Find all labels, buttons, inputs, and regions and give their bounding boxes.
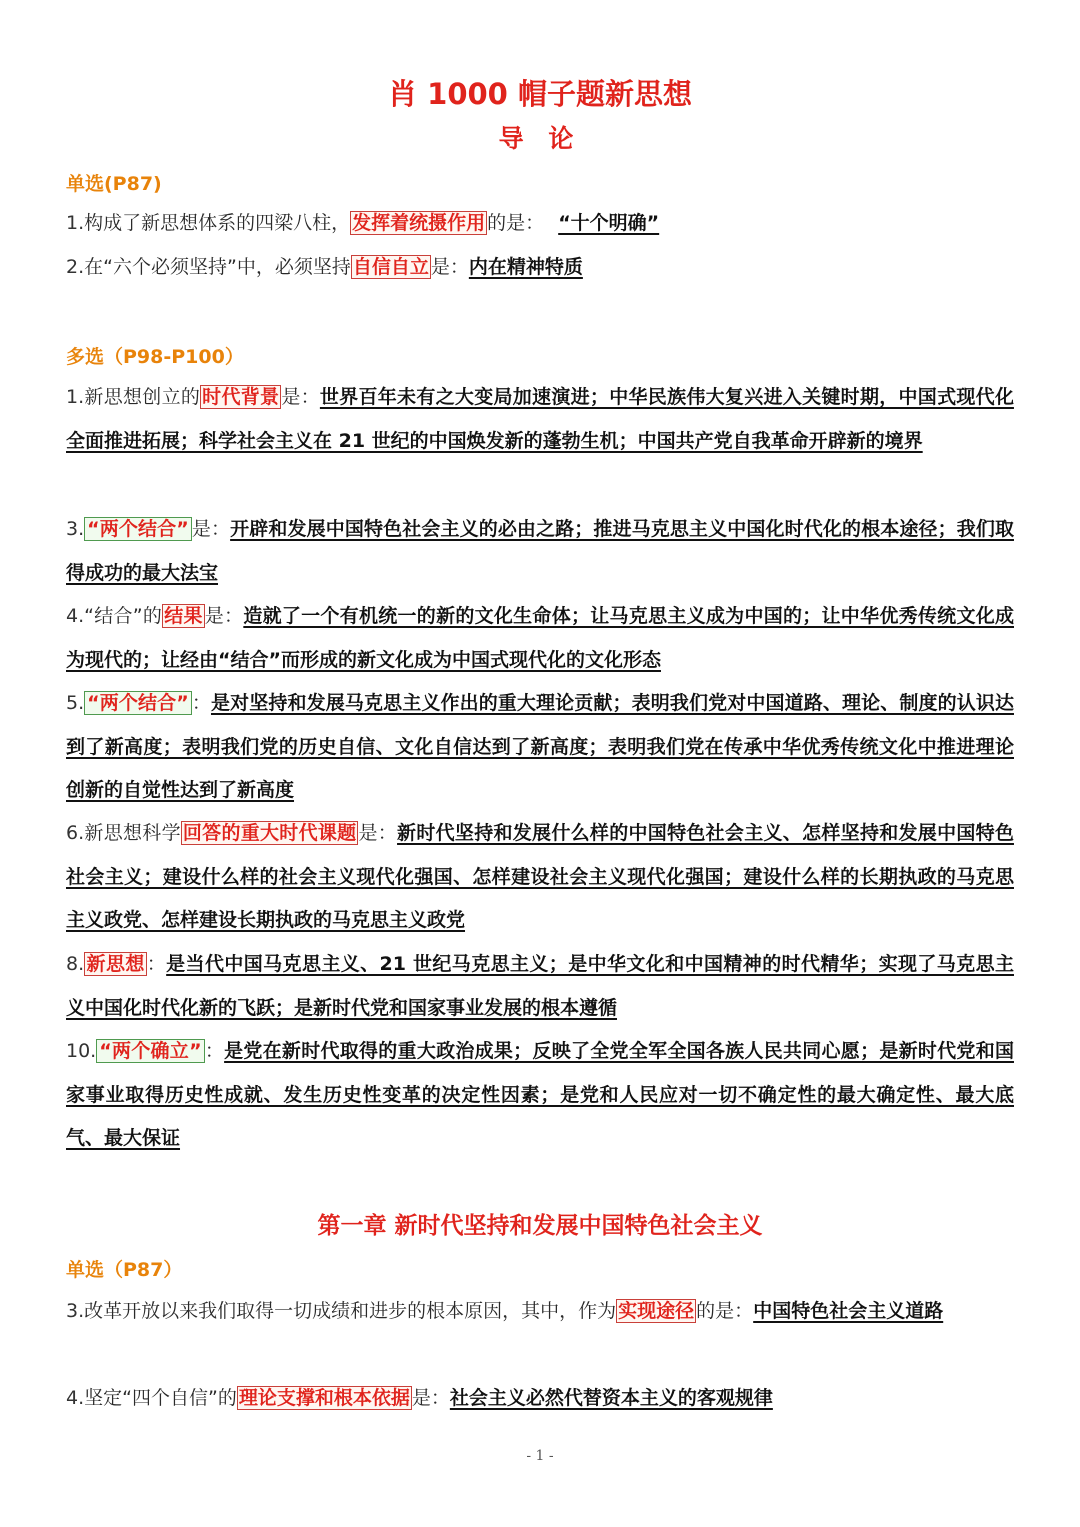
list-item: [66, 246, 1014, 290]
highlight-keyword: 实现途径: [618, 1300, 695, 1322]
highlight-keyword: 回答的重大时代课题: [182, 822, 357, 844]
highlight-keyword: 理论支撑和根本依据: [238, 1387, 410, 1409]
chapter-title: 第一章 新时代坚持和发展中国特色社会主义: [317, 1213, 763, 1239]
list-item: [66, 1377, 1014, 1421]
answer-text: 是对坚持和发展马克思主义作出的重大理论贡献；表明我们党对中国道路、理论、制度的认识达到了新高度；表明我们党的历史自信、文化自信达到了新高度；表明我们党在传承中华优秀传统文化中推进理论创新的自觉性达到了新高度: [66, 692, 1014, 801]
answer-text: “十个明确”: [558, 212, 660, 234]
item-number: 1.: [66, 386, 85, 408]
item-number: 3.: [66, 518, 85, 540]
answer-text: 社会主义必然代替资本主义的客观规律: [449, 1387, 773, 1409]
item-connector: 是：: [204, 605, 244, 627]
item-number: 2.: [66, 256, 85, 278]
item-text: 在“六个必须坚持”中，必须坚持: [84, 256, 351, 278]
item-connector: 的是：: [487, 212, 545, 234]
answer-text: 世界百年未有之大变局加速演进；中华民族伟大复兴进入关键时期，中国式现代化全面推进拓展；科学社会主义在 21 世纪的中国焕发新的蓬勃生机；中国共产党自我革命开辟新的境界: [66, 386, 1014, 452]
highlight-keyword: 时代背景: [202, 386, 280, 408]
item-connector: 是：: [411, 1387, 450, 1409]
highlight-keyword: 新思想: [86, 953, 145, 975]
page-number: - 1 -: [526, 1448, 554, 1464]
section-title-intro: 导 论: [498, 124, 582, 153]
item-number: 5.: [66, 692, 85, 714]
highlight-keyword: 自信自立: [352, 256, 429, 278]
list-item: [66, 943, 1014, 1030]
item-connector: 是：: [358, 822, 398, 844]
item-text: “结合”的: [84, 605, 163, 627]
item-text: 改革开放以来我们取得一切成绩和进步的根本原因，其中，作为: [84, 1300, 617, 1322]
list-item: [66, 508, 1014, 595]
answer-text: 是党在新时代取得的重大政治成果；反映了全党全军全国各族人民共同心愿；是新时代党和国家事业取得历史性成就、发生历史性变革的决定性因素；是党和人民应对一切不确定性的最大确定性、最大底气、最大保证: [66, 1040, 1014, 1149]
highlight-keyword: “两个结合”: [84, 691, 192, 715]
highlight-keyword: 结果: [164, 605, 203, 627]
item-number: 10.: [66, 1040, 97, 1062]
list-item: [66, 812, 1014, 943]
list-item: [66, 595, 1014, 682]
answer-text: 是当代中国马克思主义、21 世纪马克思主义；是中华文化和中国精神的时代精华；实现了马克思主义中国化时代化新的飞跃；是新时代党和国家事业发展的根本遵循: [66, 953, 1014, 1019]
item-connector: 是：: [281, 386, 320, 408]
answer-text: 内在精神特质: [468, 256, 583, 278]
answer-text: 开辟和发展中国特色社会主义的必由之路；推进马克思主义中国化时代化的根本途径；我们取得成功的最大法宝: [66, 518, 1014, 584]
item-connector: 是：: [430, 256, 469, 278]
list-item: [66, 376, 1014, 463]
item-number: 4.: [66, 605, 85, 627]
item-connector: 的是：: [696, 1300, 754, 1322]
highlight-keyword: “两个结合”: [84, 517, 192, 541]
item-number: 3.: [66, 1300, 85, 1322]
item-text: 构成了新思想体系的四梁八柱，: [84, 212, 351, 234]
answer-text: 新时代坚持和发展什么样的中国特色社会主义、怎样坚持和发展中国特色社会主义；建设什么样的社会主义现代化强国、怎样建设社会主义现代化强国；建设什么样的长期执政的马克思主义政党、怎样建设长期执政的马克思主义政党: [66, 822, 1014, 931]
answer-text: 中国特色社会主义道路: [753, 1300, 944, 1322]
single-choice-heading: 单选(P87): [66, 173, 162, 195]
document-title: 肖 1000 帽子题新思想: [388, 77, 692, 111]
item-connector: ：: [146, 953, 167, 975]
single-choice-heading: 单选（P87）: [66, 1259, 183, 1281]
item-number: 4.: [66, 1387, 85, 1409]
item-number: 8.: [66, 953, 85, 975]
list-item: [66, 202, 1014, 246]
item-text: 新思想创立的: [84, 386, 201, 408]
item-connector: 是：: [191, 518, 231, 540]
answer-text: 造就了一个有机统一的新的文化生命体；让马克思主义成为中国的；让中华优秀传统文化成为现代的；让经由“结合”而形成的新文化成为中国式现代化的文化形态: [66, 605, 1014, 671]
multiple-choice-heading: 多选（P98-P100）: [66, 346, 244, 368]
list-item: [66, 682, 1014, 813]
list-item: [66, 1030, 1014, 1161]
highlight-keyword: “两个确立”: [96, 1039, 204, 1063]
list-item: [66, 1290, 1014, 1334]
item-connector: ：: [191, 692, 211, 714]
highlight-keyword: 发挥着统摄作用: [352, 212, 486, 234]
item-number: 1.: [66, 212, 85, 234]
item-text: 新思想科学: [84, 822, 181, 844]
item-connector: ：: [204, 1040, 225, 1062]
item-number: 6.: [66, 822, 85, 844]
item-text: 坚定“四个自信”的: [84, 1387, 237, 1409]
